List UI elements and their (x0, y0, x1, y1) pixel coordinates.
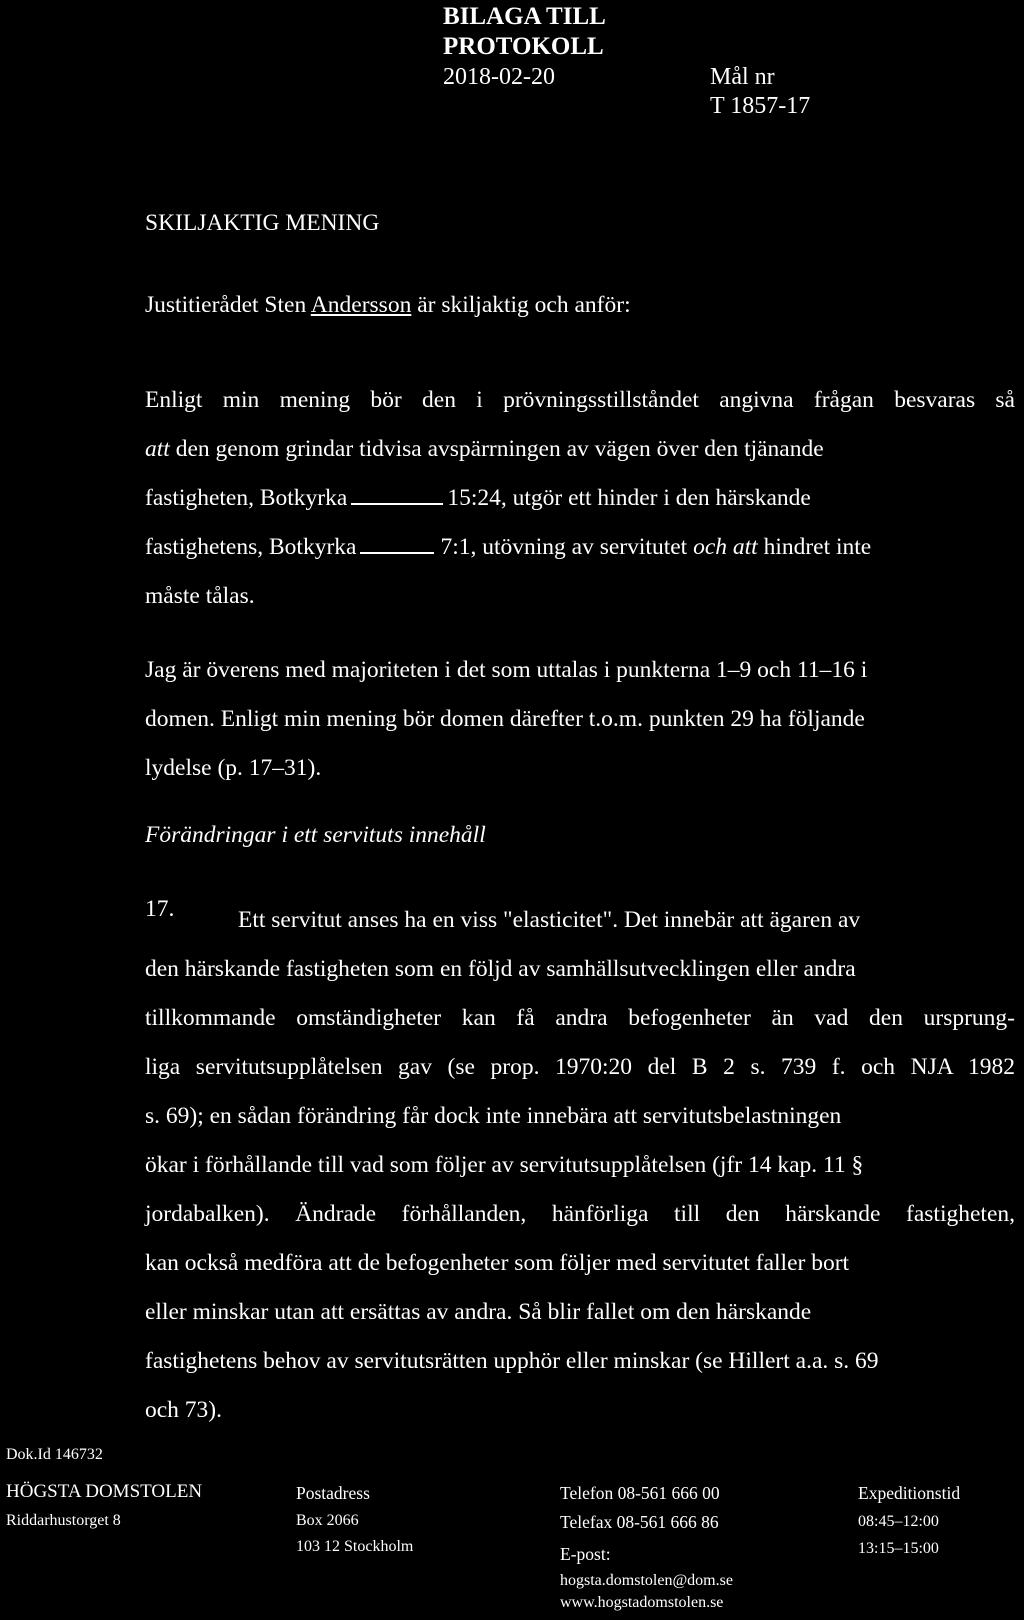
para1-line1: Enligt min mening bör den i prövningsstillståndet angivna frågan besvaras så (145, 387, 1015, 413)
para3-line5: s. 69); en sådan förändring får dock inte innebära att servitutsbelastningen (145, 1103, 842, 1129)
email-label: E-post: (560, 1544, 611, 1564)
footer-contact-block (560, 1480, 733, 1614)
para2-line1: Jag är överens med majoriteten i det som uttalas i punkterna 1–9 och 11–16 i (145, 657, 868, 683)
footer-court-block (6, 1478, 202, 1536)
postal-box: Box 2066 (296, 1512, 359, 1529)
postal-label: Postadress (296, 1483, 370, 1503)
header-title-line2: PROTOKOLL (443, 33, 604, 60)
document-title: SKILJAKTIG MENING (145, 210, 380, 236)
doc-id: Dok.Id 146732 (6, 1446, 103, 1463)
para2-line3: lydelse (p. 17–31). (145, 755, 322, 781)
email-link[interactable]: hogsta.domstolen@dom.se (560, 1572, 733, 1589)
para3-line7: jordabalken). Ändrade förhållanden, hänförliga till den härskande fastigheten, (145, 1201, 1015, 1227)
para3-line2: den härskande fastigheten som en följd av samhällsutvecklingen eller andra (145, 956, 856, 982)
paragraph-number: 17. (145, 896, 175, 922)
para2-line2: domen. Enligt min mening bör domen därefter t.o.m. punkten 29 ha följande (145, 706, 865, 732)
paragraph-opinion (145, 376, 1015, 621)
para1-line5: måste tålas. (145, 583, 255, 609)
footer-hours-block (858, 1480, 960, 1560)
court-street: Riddarhustorget 8 (6, 1512, 121, 1529)
para3-line8: kan också medföra att de befogenheter som följer med servitutet faller bort (145, 1250, 850, 1276)
hours-morning: 08:45–12:00 (858, 1513, 939, 1530)
case-number: T 1857-17 (710, 93, 811, 119)
para1-italic-att: att (145, 436, 170, 462)
header-title-line1: BILAGA TILL (443, 3, 606, 30)
court-name: HÖGSTA DOMSTOLEN (6, 1481, 203, 1502)
redaction-mark (351, 489, 443, 505)
para3-line10: fastighetens behov av servitutsrätten upphör eller minskar (se Hillert a.a. s. 69 (145, 1348, 879, 1374)
postal-city: 103 12 Stockholm (296, 1538, 414, 1555)
para3-line1: Ett servitut anses ha en viss "elasticitet". Det innebär att ägaren av (238, 907, 861, 933)
para1-line2: att den genom grindar tidvisa avspärrningen av vägen över den tjänande (145, 436, 824, 462)
para1-line4: fastighetens, Botkyrka 7:1, utövning av servitutet och att hindret inte (145, 534, 872, 560)
fax: Telefax 08-561 666 86 (560, 1512, 719, 1532)
case-label: Mål nr (710, 64, 775, 90)
para3-line3: tillkommande omständigheter kan få andra befogenheter än vad den ursprung- (145, 1005, 1015, 1031)
intro-line (145, 292, 631, 319)
para3-line6: ökar i förhållande till vad som följer av servitutsupplåtelsen (jfr 14 kap. 11 § (145, 1152, 864, 1178)
footer-postal-block (296, 1480, 413, 1557)
redaction-mark (360, 538, 434, 554)
section-heading: Förändringar i ett servituts innehåll (145, 822, 486, 848)
header-date: 2018-02-20 (443, 64, 555, 90)
intro-name: Andersson (310, 292, 412, 318)
para3-line4: liga servitutsupplåtelsen gav (se prop. 1970:20 del B 2 s. 739 f. och NJA 1982 (145, 1054, 1015, 1080)
website-link[interactable]: www.hogstadomstolen.se (560, 1594, 724, 1611)
intro-after: är skiljaktig och anför: (411, 292, 631, 318)
hours-label: Expeditionstid (858, 1483, 961, 1503)
para3-line9: eller minskar utan att ersättas av andra. Så blir fallet om den härskande (145, 1299, 812, 1325)
intro-before: Justitierådet Sten (145, 292, 311, 318)
phone: Telefon 08-561 666 00 (560, 1483, 720, 1503)
paragraph-agreement (145, 646, 1015, 793)
paragraph-17 (145, 896, 1015, 1435)
hours-afternoon: 13:15–15:00 (858, 1540, 939, 1557)
para1-line3: fastigheten, Botkyrka 15:24, utgör ett hinder i den härskande (145, 485, 811, 511)
para3-line11: och 73). (145, 1397, 223, 1423)
